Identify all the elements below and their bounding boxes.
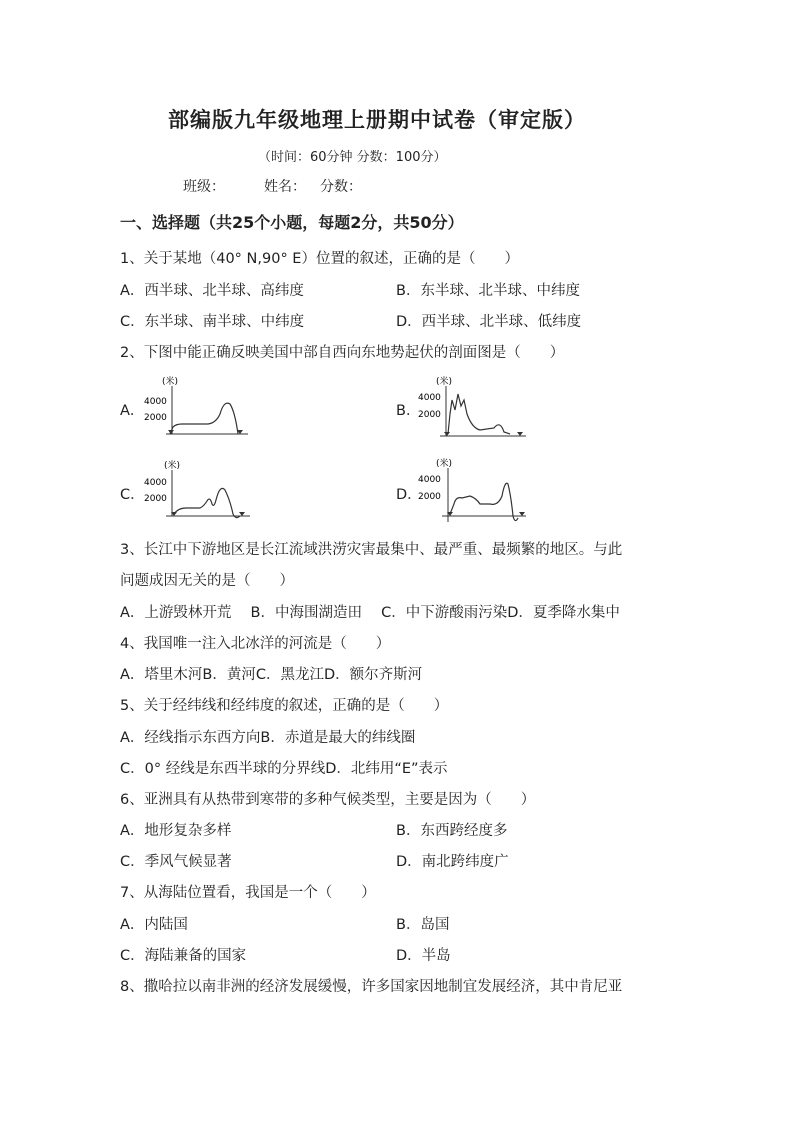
profile-d-terrain-line — [450, 483, 518, 520]
question-7-stem: 7、从海陆位置看，我国是一个（ ） — [120, 885, 376, 901]
profile-chart-a — [140, 372, 255, 442]
question-3-stem-line2: 问题成因无关的是（ ） — [120, 573, 294, 589]
question-3-options: A．上游毁林开荒 B．中海围湖造田 C．中下游酸雨污染D．夏季降水集中 — [120, 605, 620, 621]
profile-c-tick-2000: 2000 — [144, 494, 167, 504]
question-8-stem: 8、撒哈拉以南非洲的经济发展缓慢，许多国家因地制宜发展经济，其中肯尼亚 — [120, 979, 623, 995]
question-7-option-c: C．海陆兼备的国家 — [120, 948, 247, 964]
profile-chart-d — [414, 456, 529, 526]
profile-a-tick-4000: 4000 — [144, 397, 167, 407]
question-5-options-line1: A．经线指示东西方向B．赤道是最大的纬线圈 — [120, 730, 416, 746]
profile-d-east-marker — [519, 512, 525, 516]
profile-c-tick-4000: 4000 — [144, 478, 167, 488]
question-2-stem: 2、下图中能正确反映美国中部自西向东地势起伏的剖面图是（ ） — [120, 345, 565, 361]
profile-b-terrain-line — [448, 394, 510, 434]
question-1-option-d: D．西半球、北半球、低纬度 — [396, 314, 582, 330]
question-2-option-c-label: C． — [120, 487, 145, 503]
question-2-option-b-label: B． — [396, 403, 421, 419]
profile-chart-c — [140, 456, 255, 526]
question-5-options-line2: C．0° 经线是东西半球的分界线D．北纬用“E”表示 — [120, 761, 448, 777]
question-5-stem: 5、关于经纬线和经纬度的叙述，正确的是（ ） — [120, 698, 449, 714]
question-1-option-c: C．东半球、南半球、中纬度 — [120, 314, 305, 330]
name-field-label: 姓名： — [264, 179, 306, 195]
question-4-options: A．塔里木河B．黄河C．黑龙江D．额尔齐斯河 — [120, 667, 423, 683]
profile-b-tick-2000: 2000 — [418, 410, 441, 420]
profile-b-unit: (米) — [436, 377, 453, 387]
question-6-option-a: A．地形复杂多样 — [120, 823, 232, 839]
question-6-option-d: D．南北跨纬度广 — [396, 854, 509, 870]
question-6-option-c: C．季风气候显著 — [120, 854, 232, 870]
profile-chart-b — [414, 372, 529, 442]
profile-a-terrain-line — [170, 403, 238, 434]
question-4-stem: 4、我国唯一注入北冰洋的河流是（ ） — [120, 636, 391, 652]
question-7-option-d: D．半岛 — [396, 948, 451, 964]
page-title: 部编版九年级地理上册期中试卷（审定版） — [168, 107, 586, 132]
question-3-stem-line1: 3、长江中下游地区是长江流域洪涝灾害最集中、最严重、最频繁的地区。与此 — [120, 542, 623, 558]
profile-c-unit: (米) — [164, 461, 181, 471]
score-field-label: 分数： — [320, 179, 362, 195]
exam-info: （时间：60分钟 分数：100分） — [258, 150, 447, 165]
profile-b-tick-4000: 4000 — [418, 393, 441, 403]
profile-d-unit: (米) — [436, 459, 453, 469]
profile-a-tick-2000: 2000 — [144, 413, 167, 423]
question-6-option-b: B．东西跨经度多 — [396, 823, 508, 839]
question-1-stem: 1、关于某地（40° N,90° E）位置的叙述，正确的是（ ） — [120, 251, 519, 267]
profile-a-unit: (米) — [162, 377, 179, 387]
question-7-option-a: A．内陆国 — [120, 917, 188, 933]
question-7-option-b: B．岛国 — [396, 917, 450, 933]
profile-b-west-marker — [444, 432, 450, 436]
question-6-stem: 6、亚洲具有从热带到寒带的多种气候类型，主要是因为（ ） — [120, 792, 536, 808]
profile-d-tick-2000: 2000 — [418, 492, 441, 502]
class-field-label: 班级： — [183, 179, 225, 195]
question-1-option-a: A．西半球、北半球、高纬度 — [120, 283, 304, 299]
question-2-option-a-label: A． — [120, 403, 145, 419]
question-1-option-b: B．东半球、北半球、中纬度 — [396, 283, 580, 299]
profile-a-west-marker — [168, 430, 174, 434]
profile-c-terrain-line — [174, 488, 240, 517]
profile-b-east-marker — [517, 432, 523, 436]
question-2-option-d-label: D． — [396, 487, 422, 503]
section-title: 一、选择题（共25个小题，每题2分，共50分） — [120, 213, 464, 232]
profile-d-tick-4000: 4000 — [418, 475, 441, 485]
profile-c-east-marker — [239, 512, 245, 516]
